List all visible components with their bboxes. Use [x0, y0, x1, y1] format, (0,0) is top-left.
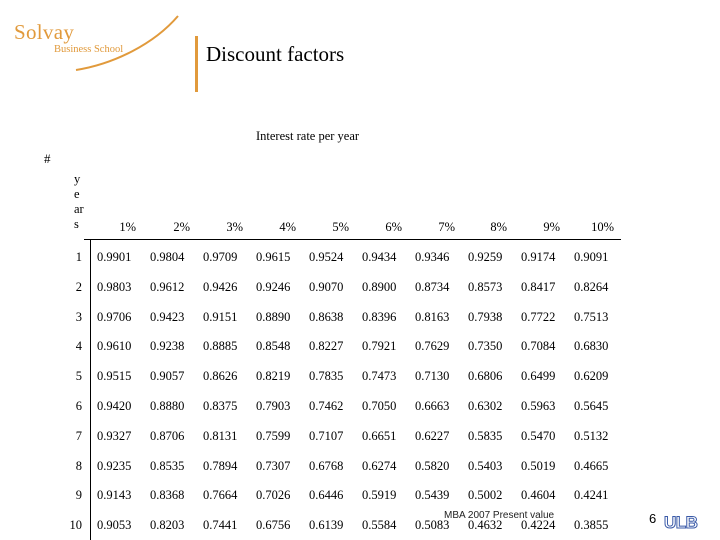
table-cell: 0.9174	[521, 250, 556, 264]
year-row-label: 2	[75, 279, 82, 294]
table-cell: 0.9434	[362, 250, 397, 264]
footer-caption: MBA 2007 Present value	[444, 510, 555, 521]
table-cell: 0.8548	[256, 339, 291, 354]
table-cell: 0.5963	[521, 399, 556, 413]
table-cell: 0.7894	[203, 458, 238, 473]
year-label-part: ar	[74, 202, 84, 216]
table-cell: 0.5584	[362, 518, 397, 533]
rate-column-header: 1%	[119, 220, 136, 234]
table-cell: 0.6274	[362, 458, 397, 473]
table-cell: 0.6209	[574, 369, 609, 384]
year-row-label: 10	[69, 518, 82, 533]
table-cell: 0.8890	[256, 309, 291, 324]
year-row-label: 6	[75, 399, 82, 413]
table-cell: 0.7026	[256, 488, 291, 503]
year-row-label: 7	[75, 428, 82, 443]
page-number: 6	[649, 511, 657, 526]
table-cell: 0.7599	[256, 428, 291, 443]
table-cell: 0.8131	[203, 428, 238, 443]
table-cell: 0.8219	[256, 369, 291, 384]
hash-label: #	[44, 151, 51, 166]
ulb-logo: ULB	[664, 513, 698, 532]
year-label-part: s	[74, 217, 79, 231]
table-cell: 0.9091	[574, 250, 609, 264]
rate-header: Interest rate per year	[256, 129, 360, 143]
header-rule	[84, 239, 621, 240]
logo-brand: Solvay	[14, 20, 75, 44]
table-cell: 0.8880	[150, 399, 185, 413]
table-cell: 0.8573	[468, 279, 503, 294]
table-cell: 0.7084	[521, 339, 556, 354]
table-cell: 0.8227	[309, 339, 344, 354]
table-cell: 0.7664	[203, 488, 238, 503]
table-cell: 0.9515	[97, 369, 132, 384]
table-cell: 0.5470	[521, 428, 556, 443]
table-cell: 0.8375	[203, 399, 238, 413]
table-cell: 0.7921	[362, 339, 397, 354]
table-cell: 0.9706	[97, 309, 132, 324]
table-cell: 0.7462	[309, 399, 344, 413]
table-cell: 0.9420	[97, 399, 132, 413]
rate-column-header: 2%	[173, 220, 190, 234]
rate-column-header: 6%	[385, 220, 402, 234]
table-cell: 0.7903	[256, 399, 291, 413]
table-cell: 0.5019	[521, 458, 556, 473]
table-cell: 0.5919	[362, 488, 397, 503]
table-cell: 0.9524	[309, 250, 344, 264]
table-cell: 0.6830	[574, 339, 609, 354]
table-cell: 0.7130	[415, 369, 450, 384]
table-cell: 0.7050	[362, 399, 397, 413]
rate-column-header: 4%	[279, 220, 296, 234]
table-cell: 0.4241	[574, 488, 609, 503]
table-cell: 0.6499	[521, 369, 556, 384]
table-cell: 0.9143	[97, 488, 132, 503]
table-cell: 0.8734	[415, 279, 450, 294]
table-cell: 0.6806	[468, 369, 503, 384]
table-cell: 0.9901	[97, 250, 132, 264]
table-cell: 0.8163	[415, 309, 450, 324]
table-cell: 0.5132	[574, 428, 609, 443]
table-cell: 0.8203	[150, 518, 185, 533]
rate-column-header: 3%	[226, 220, 243, 234]
table-cell: 0.4665	[574, 458, 609, 473]
year-row-label: 8	[75, 458, 82, 473]
table-cell: 0.9246	[256, 279, 291, 294]
table-cell: 0.9804	[150, 250, 185, 264]
table-cell: 0.5439	[415, 488, 450, 503]
table-cell: 0.7722	[521, 309, 556, 324]
rate-column-header: 5%	[332, 220, 349, 234]
rate-column-header: 7%	[438, 220, 455, 234]
table-cell: 0.5645	[574, 399, 609, 413]
table-cell: 0.4604	[521, 488, 556, 503]
table-cell: 0.7473	[362, 369, 397, 384]
table-cell: 0.5083	[415, 518, 450, 533]
table-cell: 0.7938	[468, 309, 503, 324]
table-cell: 0.6139	[309, 518, 344, 533]
table-cell: 0.6446	[309, 488, 344, 503]
table-cell: 0.7629	[415, 339, 450, 354]
table-cell: 0.8626	[203, 369, 238, 384]
table-cell: 0.8368	[150, 488, 185, 503]
table-cell: 0.7307	[256, 458, 291, 473]
table-cell: 0.7835	[309, 369, 344, 384]
table-cell: 0.6663	[415, 399, 450, 413]
table-cell: 0.8706	[150, 428, 185, 443]
table-cell: 0.6227	[415, 428, 450, 443]
year-row-label: 5	[75, 369, 82, 384]
table-cell: 0.8900	[362, 279, 397, 294]
table-cell: 0.9235	[97, 458, 132, 473]
table-cell: 0.4632	[468, 518, 503, 533]
table-cell: 0.9426	[203, 279, 238, 294]
table-cell: 0.5820	[415, 458, 450, 473]
year-row-label: 3	[75, 309, 82, 324]
year-row-label: 1	[75, 250, 82, 264]
year-label-part: e	[74, 187, 80, 201]
year-label	[74, 172, 84, 232]
table-cell: 0.9151	[203, 309, 238, 324]
table-cell: 0.5403	[468, 458, 503, 473]
table-cell: 0.9259	[468, 250, 503, 264]
table-cell: 0.9327	[97, 428, 132, 443]
table-cell: 0.9709	[203, 250, 238, 264]
logo-subtitle: Business School	[54, 44, 124, 55]
table-cell: 0.4224	[521, 518, 556, 533]
table-cell: 0.8417	[521, 279, 556, 294]
year-row-label: 9	[75, 488, 82, 503]
year-column-rule	[90, 240, 91, 540]
year-label-part: y	[74, 172, 81, 186]
table-cell: 0.8396	[362, 309, 397, 324]
year-row-label: 4	[75, 339, 82, 354]
table-cell: 0.9803	[97, 279, 132, 294]
table-cell: 0.9053	[97, 518, 132, 533]
table-cell: 0.9615	[256, 250, 291, 264]
table-cell: 0.7513	[574, 309, 609, 324]
table-cell: 0.5002	[468, 488, 503, 503]
table-cell: 0.9423	[150, 309, 185, 324]
table-cell: 0.9612	[150, 279, 185, 294]
table-cell: 0.6651	[362, 428, 397, 443]
table-cell: 0.6302	[468, 399, 503, 413]
rate-column-header: 8%	[490, 220, 507, 234]
table-cell: 0.8264	[574, 279, 609, 294]
rate-column-header: 10%	[591, 220, 614, 234]
table-cell: 0.8535	[150, 458, 185, 473]
table-cell: 0.9610	[97, 339, 132, 354]
table-cell: 0.3855	[574, 518, 609, 533]
title-divider	[195, 36, 198, 92]
table-cell: 0.9057	[150, 369, 185, 384]
table-cell: 0.6756	[256, 518, 291, 533]
table-cell: 0.7350	[468, 339, 503, 354]
table-cell: 0.8885	[203, 339, 238, 354]
table-cell: 0.8638	[309, 309, 344, 324]
slide-title: Discount factors	[206, 42, 345, 66]
table-cell: 0.9346	[415, 250, 450, 264]
table-cell: 0.6768	[309, 458, 344, 473]
table-cell: 0.9238	[150, 339, 185, 354]
table-cell: 0.7107	[309, 428, 344, 443]
rate-column-header: 9%	[543, 220, 560, 234]
table-cell: 0.7441	[203, 518, 238, 533]
table-cell: 0.9070	[309, 279, 344, 294]
table-cell: 0.5835	[468, 428, 503, 443]
